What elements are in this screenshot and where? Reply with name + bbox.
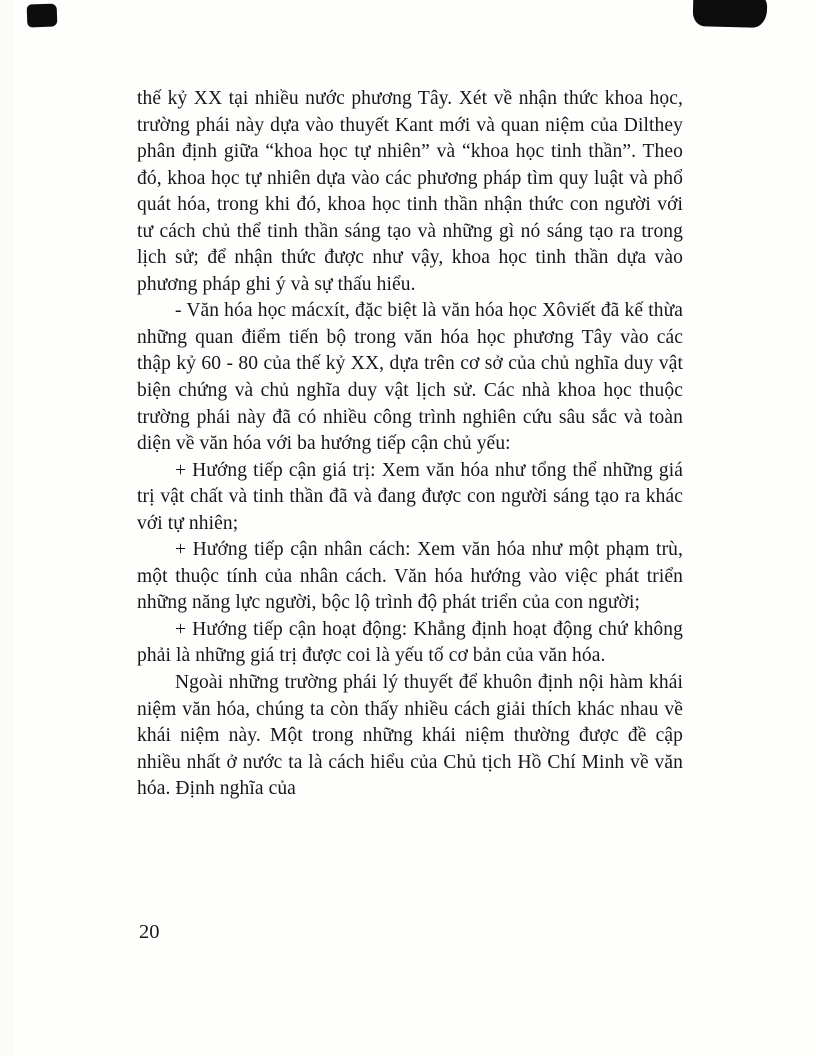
page-text xyxy=(137,86,683,803)
ink-blot-icon xyxy=(693,0,768,28)
body-paragraph-marxist-culturology: - Văn hóa học mácxít, đặc biệt là văn hóa học Xôviết đã kế thừa những quan điểm tiến bộ trong văn hóa học phương Tây vào các thập kỷ 60 - 80 của thế kỷ XX, dựa trên cơ sở của chủ nghĩa duy vật biện chứng và chủ nghĩa duy vật lịch sử. Các nhà khoa học thuộc trường phái này đã có nhiều công trình nghiên cứu sâu sắc và toàn diện về văn hóa với ba hướng tiếp cận chủ yếu: xyxy=(137,300,683,455)
body-paragraph-ho-chi-minh-definition: Ngoài những trường phái lý thuyết để khuôn định nội hàm khái niệm văn hóa, chúng ta còn thấy nhiều cách giải thích khác nhau về khái niệm này. Một trong những khái niệm thường được đề cập nhiều nhất ở nước ta là cách hiểu của Chủ tịch Hồ Chí Minh về văn hóa. Định nghĩa của xyxy=(137,672,683,800)
scan-gutter-shadow xyxy=(0,0,14,1056)
body-paragraph-continuation: thế kỷ XX tại nhiều nước phương Tây. Xét về nhận thức khoa học, trường phái này dựa vào thuyết Kant mới và quan niệm của Dilthey phân định giữa “khoa học tự nhiên” và “khoa học tinh thần”. Theo đó, khoa học tự nhiên dựa vào các phương pháp tìm quy luật và phổ quát hóa, trong khi đó, khoa học tinh thần nhận thức con người với tư cách chủ thể tinh thần sáng tạo và những gì nó sáng tạo ra trong lịch sử; để nhận thức được như vậy, khoa học tinh thần dựa vào phương pháp ghi ý và sự thấu hiểu. xyxy=(137,88,683,295)
page-number: 20 xyxy=(139,921,160,943)
ink-blot-icon xyxy=(27,3,58,27)
body-paragraph-personality-approach: + Hướng tiếp cận nhân cách: Xem văn hóa như một phạm trù, một thuộc tính của nhân cách. Văn hóa hướng vào việc phát triển những năng lực người, bộc lộ trình độ phát triển của con người; xyxy=(137,539,683,614)
body-paragraph-activity-approach: + Hướng tiếp cận hoạt động: Khẳng định hoạt động chứ không phải là những giá trị được coi là yếu tố cơ bản của văn hóa. xyxy=(137,618,683,667)
body-paragraph-value-approach: + Hướng tiếp cận giá trị: Xem văn hóa như tổng thể những giá trị vật chất và tinh thần đã và đang được con người sáng tạo ra khác với tự nhiên; xyxy=(137,459,683,534)
